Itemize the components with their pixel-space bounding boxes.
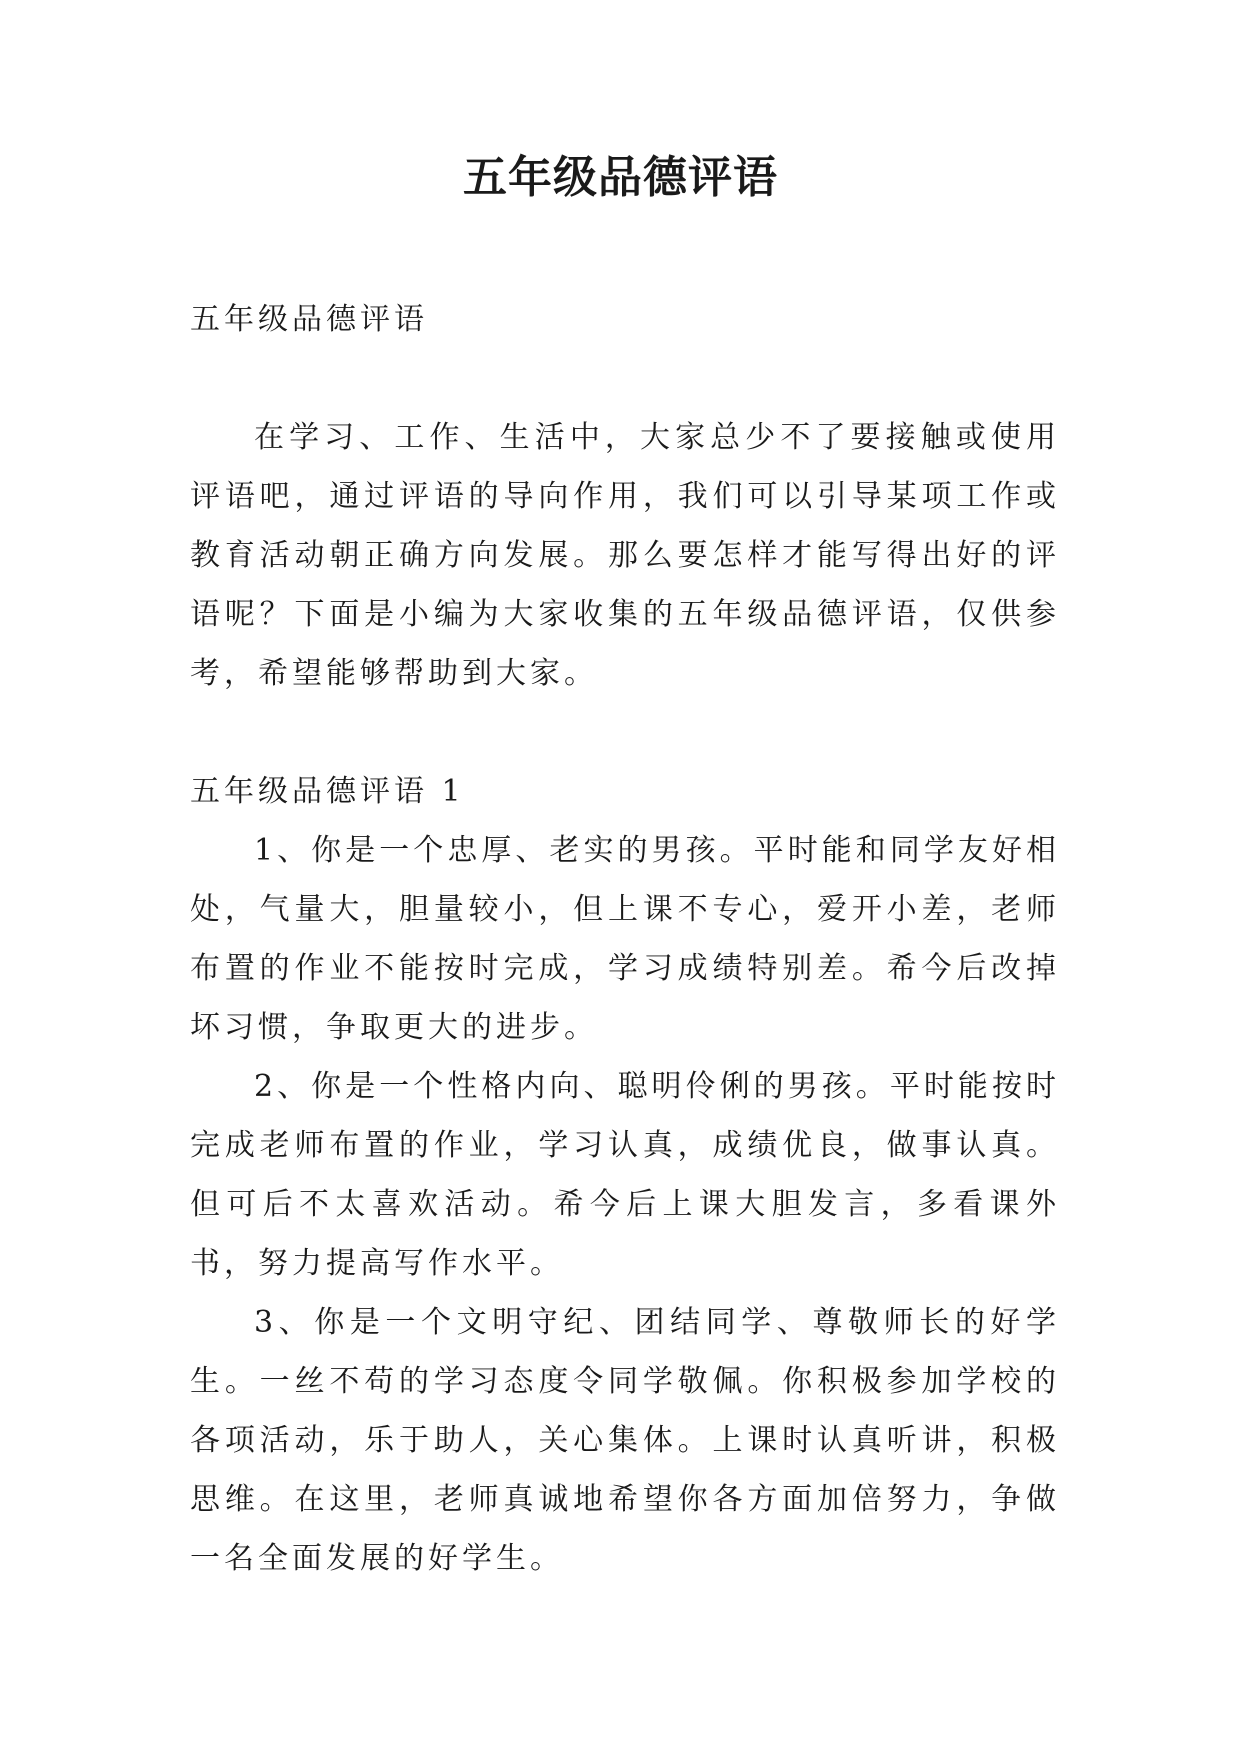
spacer bbox=[190, 703, 1060, 762]
spacer bbox=[190, 349, 1060, 408]
comment-item-1: 1、你是一个忠厚、老实的男孩。平时能和同学友好相处，气量大，胆量较小，但上课不专心，爱开小差，老师布置的作业不能按时完成，学习成绩特别差。希今后改掉坏习惯，争取更大的进步。 bbox=[190, 833, 1060, 1045]
comment-item-3: 3、你是一个文明守纪、团结同学、尊敬师长的好学生。一丝不苟的学习态度令同学敬佩。你积极参加学校的各项活动，乐于助人，关心集体。上课时认真听讲，积极思维。在这里，老师真诚地希望你各方面加倍努力，争做一名全面发展的好学生。 bbox=[190, 1305, 1060, 1576]
comment-item-2: 2、你是一个性格内向、聪明伶俐的男孩。平时能按时完成老师布置的作业，学习认真，成绩优良，做事认真。但可后不太喜欢活动。希今后上课大胆发言，多看课外书，努力提高写作水平。 bbox=[190, 1069, 1060, 1281]
document-body bbox=[190, 290, 1060, 1588]
document-subtitle: 五年级品德评语 bbox=[190, 302, 428, 337]
page-title: 五年级品德评语 bbox=[463, 152, 778, 203]
intro-paragraph: 在学习、工作、生活中，大家总少不了要接触或使用评语吧，通过评语的导向作用，我们可以引导某项工作或教育活动朝正确方向发展。那么要怎样才能写得出好的评语呢？下面是小编为大家收集的五年级品德评语，仅供参考，希望能够帮助到大家。 bbox=[190, 420, 1060, 691]
section-heading: 五年级品德评语 1 bbox=[190, 774, 465, 809]
